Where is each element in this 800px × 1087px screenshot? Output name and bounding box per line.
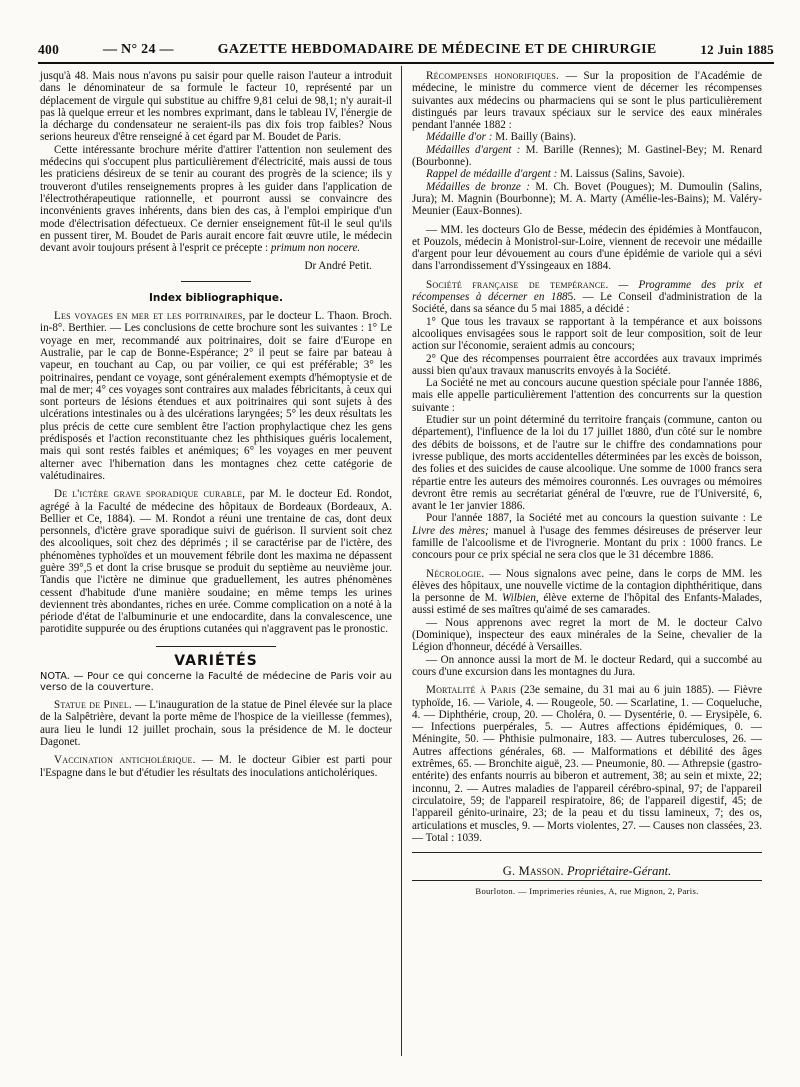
bronze-medal-text: M. Ch. Bovet (Pougues); M. Dumoulin (Salins, Jura); M. Magnin (Bourbonne); M. A. Marty (Amélie-les-Bains); M. Valéry-Meunier (Eaux-Bonnes). [412, 180, 762, 218]
epidemic-medal-item: — MM. les docteurs Glo de Besse, médecin des épidémies à Montfaucon, et Pouzols, médecin à Monistrol-sur-Loire, viennent de recevoir une médaille d'argent pour leur dévouement au cours d'une épidémie de variole qui a sévi dans l'arrondissement d'Yssingeaux en 1884. [412, 223, 762, 273]
left-column [40, 70, 392, 779]
printer-line: Bourloton. — Imprimeries réunies, A, rue Mignon, 2, Paris. [475, 886, 699, 897]
publisher-line [412, 865, 762, 877]
bib-entry-1-title: Les voyages en mer et les poitrinaires, [54, 310, 246, 323]
awards-title: Récompenses honorifiques. [426, 70, 560, 82]
statue-text: — L'inauguration de la statue de Pinel élevée sur la place de la Salpêtrière, devant la porte même de l'hospice de la vieillesse (femmes), aura lieu le lundi 12 juillet prochain, sous la présidence de M. le docteur Dagonet. [40, 699, 392, 748]
bib-entry-1 [40, 310, 392, 482]
page-number: 400 [38, 41, 60, 57]
right-column [412, 70, 762, 898]
statue-title: Statue de Pinel. [54, 699, 132, 712]
temperance-question: Etudier sur un point déterminé du territoire français (commune, canton ou département), l'influence de la loi du 17 juillet 1880, d'un côté sur le nombre des débits de boissons, et de l'autre sur le chiffre des condamnations pour ivresse publique, des morts accidentelles déterminées par les excès de boisson, des folies et des suicides de cause alcoolique. Une somme de 1000 francs sera répartie entre les auteurs des mémoires couronnés. Les ouvrages ou mémoires devront être remis au secrétariat général de l'œuvre, rue de l'Université, 6, avant le 1er janvier 1886. [412, 414, 762, 513]
mortality-text: (23e semaine, du 31 mai au 6 juin 1885). — Fièvre typhoïde, 16. — Variole, 4. — Rougeole, 50. — Scarlatine, 1. — Coqueluche, 4. — Diphthérie, croup, 20. — Choléra, 0. — Dysentérie, 0. — Erysipèle, 6. — Infections puerpérales, 5. — Autres affections épidémiques, 0. — Méningite, 50. — Phthisie pulmonaire, 183. — Autres tuberculoses, 26. — Autres affections générales, 68. — Malformations et débilité des âges extrêmes, 65. — Bronchite aiguë, 23. — Pneumonie, 80. — Athrepsie (gastro-entérite) des enfants nourris au biberon et autrement, 38; au sein et mixte, 22; inconnu, 2. — Autres maladies de l'appareil cérébro-spinal, 97; de l'appareil circulatoire, 59; de l'appareil respiratoire, 86; de l'appareil digestif, 45; de l'appareil génito-urinaire, 23; de la peau et du tissu lamineux, 7; des os, articulations et muscles, 9. — Morts violentes, 27. — Causes non classées, 23. — Total : 1039. [412, 684, 762, 844]
statue-item [40, 699, 392, 748]
section-rule [181, 281, 251, 282]
vaccination-text: — M. le docteur Gibier est parti pour l'Espagne dans le but d'étudier les résultats des inoculations anticholériques. [40, 754, 392, 779]
bib-entry-1-text: par le docteur L. Thaon. Broch. in-8°. Berthier. — Les conclusions de cette brochure sont les suivantes : 1° Le voyage en mer, recommandé aux poitrinaires, doit se faire d'Europe en Australie, par le cap de Bonne-Espérance; 2° il peut se faire par bateau à vapeur, en touchant au Cap, ou par voilier, ce qui est préférable; 3° les poitrinaires, pendant ce voyage, sont généralement exempts d'hémoptysie et de mal de mer; 4° ces voyages sont contraires aux malades fébricitants, à ceux qui sont porteurs de lésions étendues et aux poitrinaires qui sont sujets à des ulcérations intestinales ou à des ulcérations laryngées; 5° les deux résultats les plus précis de cette cure semblent être l'action prophylactique chez les gens prédisposés et l'action reconstituante chez les phthisiques guéris localement, mais qui sont restés faibles et anémiques; 6° les voyages en mer peuvent alterner avec l'hibernation dans les montagnes chez cette catégorie de valétudinaires. [40, 310, 393, 482]
silver-medal-text: M. Barille (Rennes); M. Gastinel-Bey; M. Renard (Bourbonne). [412, 143, 762, 169]
temperance-item [412, 279, 762, 316]
temperance-note: La Société ne met au concours aucune question spéciale pour l'année 1886, mais elle appelle particulièrement l'attention des concurrents sur la question suivante : [412, 377, 762, 414]
page-header [38, 40, 774, 60]
necrology-calvo: — Nous apprenons avec regret la mort de M. le docteur Calvo (Dominique), inspecteur des eaux minérales de la Seine, chevalier de la Légion d'honneur, décédé à Versailles. [412, 616, 762, 654]
necrology-title: Nécrologie. [426, 567, 485, 580]
silver-medal [412, 144, 762, 169]
necrology-text-a: — Nous signalons avec peine, dans le corps de MM. les élèves des hôpitaux, une nouvelle victime de la contagion diphthéritique, dans la personne de M. [412, 567, 762, 605]
necrology-text-b: élève externe de l'hôpital des Enfants-Malades, aussi estimé de ses maîtres qu'aimé de ses camarades. [412, 592, 762, 617]
vaccination-item [40, 754, 392, 779]
maxim: primum non nocere. [270, 242, 361, 255]
publisher-box [412, 852, 762, 881]
temperance-program: — Programme des prix et récompenses à décerner en 188 [412, 278, 762, 304]
section-rule-2 [156, 646, 276, 647]
temperance-1887-a: Pour l'année 1887, la Société met au concours la question suivante : Le [426, 512, 762, 525]
publisher-name: G. Masson. [502, 864, 564, 879]
bib-entry-2-text: par M. le docteur Ed. Rondot, agrégé à la Faculté de médecine des hôpitaux de Bordeaux (Bordeaux, A. Bellier et Ce, 1884). — M. Rondot a réuni une trentaine de cas, dont deux personnels, d'ictère grave sporadique suivi de guérison. Il survient soit chez des alcooliques, soit chez des déprimés ; il se caractérise par de l'ictère, des phénomènes typhoïdes et un mouvement fébrile dont les maxima ne dépassent guère 39°,5 et dont la crise brusque se produit du septième au neuvième jour. Tandis que l'ictère ne diminue que graduellement, les autres phénomènes cessent d'habitude d'une manière soudaine; en même temps les urines deviennent très abondantes, riches en urée. Comme complication on a noté à la période d'état de l'albuminurie et une endocardite, dans la convalescence, une parotidite suppurée ou des éruptions cutanées qui n'aggravent pas le pronostic. [40, 488, 392, 636]
temperance-title: Société française de tempérance. [426, 278, 609, 291]
journal-title: GAZETTE HEBDOMADAIRE DE MÉDECINE ET DE CHIRURGIE [217, 41, 657, 57]
bronze-medal-label: Médailles de bronze : [426, 180, 530, 193]
necrology-item [412, 568, 762, 617]
issue-date: 12 Juin 1885 [700, 41, 774, 57]
temperance-point-1: 1° Que tous les travaux se rapportant à la tempérance et aux boissons alcooliques envisagées sous le rapport soit de leur composition, soit de leur action sur l'économie, seraient admis au concours; [412, 315, 762, 353]
bronze-medal [412, 181, 762, 218]
review-signature: Dr André Petit. [304, 260, 372, 273]
necrology-redard: — On annonce aussi la mort de M. le docteur Redard, qui a succombé au cours d'une excursion dans les montagnes du Jura. [412, 653, 762, 678]
varietes-title: VARIÉTÉS [174, 652, 258, 669]
necrology-name: Wilbien, [501, 592, 539, 605]
publisher-title: Propriétaire-Gérant. [566, 864, 672, 879]
temperance-point-2: 2° Que des récompenses pourraient être accordées aux travaux imprimés aussi bien qu'aux travaux manuscrits envoyés à la Société. [412, 352, 762, 377]
mortality-title: Mortalité à Paris [426, 684, 516, 697]
index-title: Index bibliographique. [149, 291, 283, 304]
awards-text: — Sur la proposition de l'Académie de médecine, le ministre du commerce vient de décerner les récompenses suivantes aux médecins ou pharmaciens qui se sont le plus particulièrement distingués par leurs travaux spéciaux sur le service des eaux minérales pendant l'année 1882 : [412, 70, 763, 132]
vaccination-title: Vaccination anticholérique. [54, 754, 196, 767]
bib-entry-2-title: De l'ictère grave sporadique curable, [54, 488, 246, 501]
review-paragraph-2 [40, 144, 392, 255]
issue-number: — N° 24 — [102, 41, 174, 57]
awards-item [412, 70, 762, 131]
nota: NOTA. — Pour ce qui concerne la Faculté de médecine de Paris voir au verso de la couverture. [40, 671, 392, 694]
bib-entry-2 [40, 488, 392, 636]
mortality-item [412, 684, 762, 844]
review-paragraph-2-text: Cette intéressante brochure mérite d'attirer l'attention non seulement des médecins qui s'occupent plus particulièrement d'électricité, mais aussi de tous les praticiens désireux de se tenir au courant des progrès de la science; ils y trouveront d'utiles renseignements propres à les guider dans l'application de l'électrothérapeutique rationnelle, et pourront aussi se convaincre des inconvénients graves inhérents, dans bien des cas, à l'emploi empirique d'un mode d'électrisation défectueux. Ce dernier enseignement fût-il le seul qu'ils en pussent tirer, M. Boudet de Paris aurait encore fait œuvre utile, le médecin devant avoir toujours présent à l'esprit ce précepte : [40, 143, 392, 255]
temperance-1887 [412, 512, 762, 561]
review-paragraph-1: jusqu'à 48. Mais nous n'avons pu saisir pour quelle raison l'auteur a introduit dans le dénominateur de sa formule le facteur 10, représenté par un déplacement de virgule qui substitue au chiffre 9,81 celui de 98,1; n'y aurait-il pas là quelque erreur et les nombres exprimant, dans le tableau IV, l'énergie de la décharge du condensateur ne seraient-ils pas dix fois trop faibles? Nous serions heureux d'être renseigné à cet égard par M. Boudet de Paris. [40, 70, 392, 144]
silver-recall-label: Rappel de médaille d'argent : [426, 168, 558, 181]
silver-recall-text: M. Laissus (Salins, Savoie). [560, 168, 685, 181]
gold-medal-text: M. Bailly (Bains). [495, 131, 576, 144]
gold-medal-label: Médaille d'or : [426, 131, 493, 144]
temperance-1887-b: manuel à l'usage des femmes désireuses de préserver leur famille de l'alcoolisme et de l'ivrognerie. Montant du prix : 1000 francs. Le concours pour ce prix spécial ne sera clos que le 31 décembre 1886. [412, 524, 762, 562]
temperance-text: 5. — Le Conseil d'administration de la Société, dans sa séance du 5 mai 1885, a décidé : [412, 291, 762, 316]
column-divider [401, 66, 402, 1056]
temperance-1887-book: Livre des mères; [412, 524, 489, 537]
gold-medal [412, 131, 762, 143]
header-rule [38, 62, 774, 64]
silver-medal-label: Médailles d'argent : [426, 143, 521, 156]
silver-recall [412, 168, 762, 180]
